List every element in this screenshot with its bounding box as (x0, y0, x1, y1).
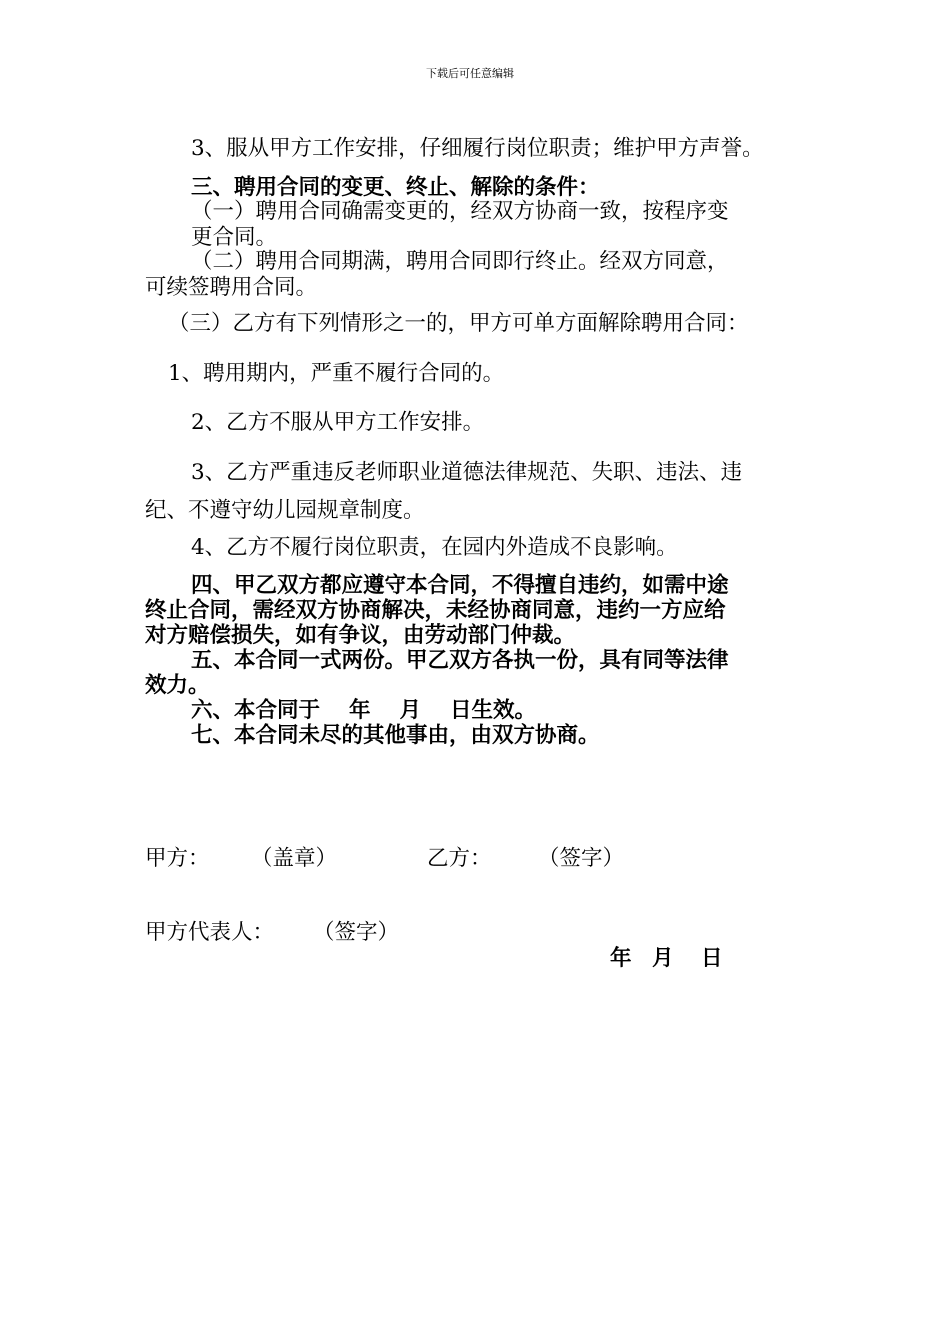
clause3-intro: （三）乙方有下列情形之一的，甲方可单方面解除聘用合同： (168, 311, 749, 336)
party-a-seal: （盖章） (251, 846, 338, 871)
section4-line2: 终止合同，需经双方协商解决，未经协商同意，违约一方应给 (145, 598, 726, 623)
clause2-line2: 可续签聘用合同。 (145, 275, 318, 300)
clause1-line1: （一）聘用合同确需变更的，经双方协商一致，按程序变 (191, 199, 729, 224)
date-year: 年 (610, 946, 632, 971)
clause1-line2: 更合同。 (191, 225, 278, 250)
condition-3-line2: 纪、不遵守幼儿园规章制度。 (145, 498, 425, 523)
section4-line3: 对方赔偿损失，如有争议，由劳动部门仲裁。 (145, 623, 576, 648)
date-day: 日 (701, 946, 723, 971)
section4-line1: 四、甲乙双方都应遵守本合同，不得擅自违约，如需中途 (191, 573, 729, 598)
condition-1: 1、聘用期内，严重不履行合同的。 (168, 361, 505, 386)
item3-duty: 3、服从甲方工作安排，仔细履行岗位职责；维护甲方声誉。 (191, 136, 764, 161)
section5-line2: 效力。 (145, 673, 210, 698)
party-b-sign: （签字） (538, 846, 625, 871)
section3-title: 三、聘用合同的变更、终止、解除的条件： (191, 175, 600, 200)
header-note: 下载后可任意编辑 (426, 67, 514, 80)
section6: 六、本合同于 年 月 日生效。 (191, 698, 536, 723)
section7: 七、本合同未尽的其他事由，由双方协商。 (191, 723, 600, 748)
section5-line1: 五、本合同一式两份。甲乙双方各执一份，具有同等法律 (191, 648, 729, 673)
condition-2: 2、乙方不服从甲方工作安排。 (191, 410, 485, 435)
party-a-label: 甲方： (145, 846, 210, 871)
date-month: 月 (652, 946, 674, 971)
clause2-line1: （二）聘用合同期满，聘用合同即行终止。经双方同意， (191, 249, 729, 274)
representative-sign: （签字） (313, 920, 400, 945)
party-b-label: 乙方： (427, 846, 492, 871)
representative-label: 甲方代表人： (145, 920, 275, 945)
condition-3-line1: 3、乙方严重违反老师职业道德法律规范、失职、违法、违 (191, 460, 743, 485)
condition-4: 4、乙方不履行岗位职责，在园内外造成不良影响。 (191, 535, 678, 560)
